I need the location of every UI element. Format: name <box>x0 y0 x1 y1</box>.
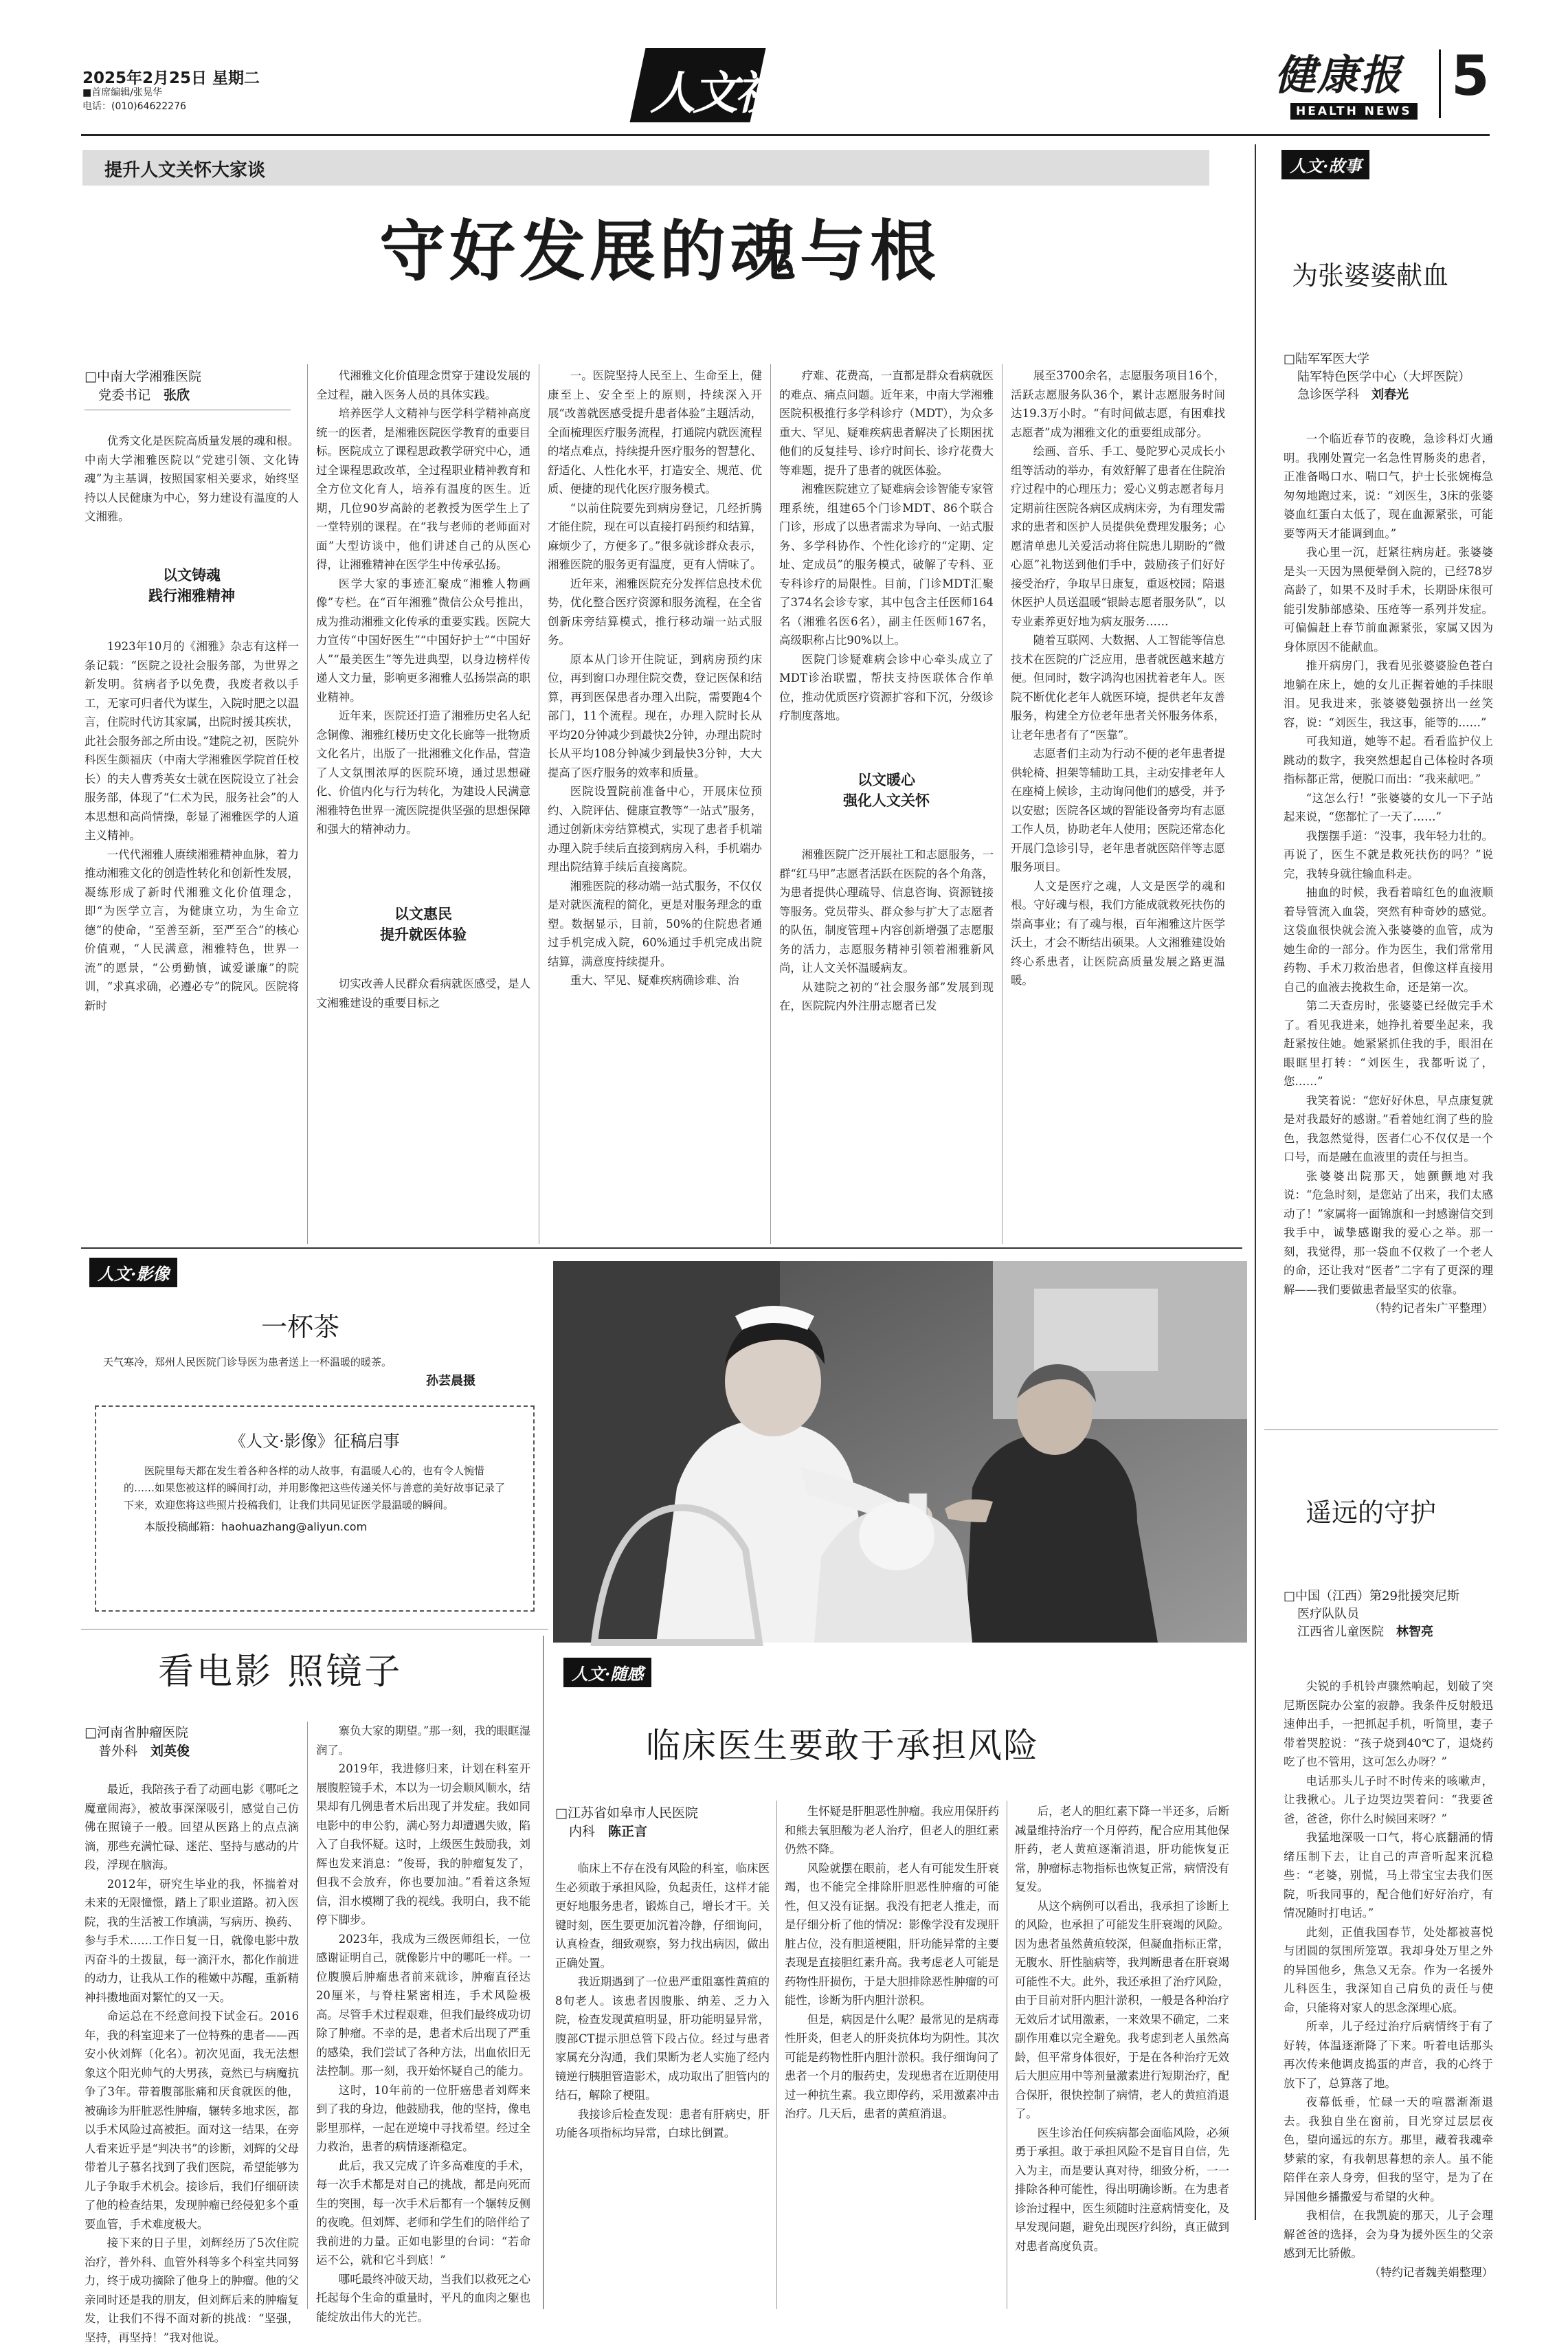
bottom-author-name: 陈正言 <box>608 1824 648 1839</box>
paper-logo-en: HEALTH NEWS <box>1290 103 1418 120</box>
paragraph: 我近期遇到了一位患严重阻塞性黄疸的8旬老人。该患者因腹胀、纳差、乏力入院，检查发现黄疸明显，肝功能明显异常，腹部CT提示胆总管下段占位。经过与患者家属充分沟通，我们果断为老人实施了经内镜逆行胰胆管造影术，成功取出了胆管内的结石，解除了梗阻。 <box>555 1975 770 2102</box>
story-byline <box>1284 351 1503 404</box>
paragraph: 后，老人的胆红素下降一半还多，后断减量维持治疗一个月停药，配合应用其他保肝药，老人黄疸逐渐消退，肝功能恢复正常，肿瘤标志物指标也恢复正常，病情没有复发。 <box>1015 1805 1229 1893</box>
paragraph: 培养医学人文精神与医学科学精神高度统一的医者，是湘雅医院医学教育的重要目标。医院成立了课程思政教学研究中心，通过全课程思政改革，全过程职业精神教育和全方位文化育人，培养有温度的医生。近期，几位90岁高龄的老教授为医学生上了一堂特别的课程。在“我与老师的老师面对面”大型访谈中，他们讲述自己的从医心得，让湘雅精神在医学生中传承弘扬。 <box>316 407 530 571</box>
kicker-bar <box>82 150 1209 186</box>
main-col4b <box>779 845 994 1243</box>
paragraph: 我接诊后检查发现：患者有肝病史，肝功能各项指标均异常，白球比倒置。 <box>555 2107 770 2139</box>
rb-byline <box>1284 1588 1503 1641</box>
page-number: 5 <box>1451 44 1490 108</box>
main-col1b <box>85 637 299 1242</box>
subhead-2: 以文惠民 提升就医体验 <box>380 905 467 943</box>
bottom-author-line: □江苏省如皋市人民医院 <box>555 1805 698 1821</box>
main-author-role: 党委书记 <box>98 388 151 403</box>
main-title: 守好发展的魂与根 <box>379 212 940 290</box>
paragraph: 医院门诊疑难病会诊中心牵头成立了MDT诊治联盟，帮扶支持医联体合作单位，推动优质医疗资源扩容和下沉，分级诊疗制度落地。 <box>779 652 994 722</box>
paragraph: 我摆摆手道：“没事，我年轻力壮的。再说了，医生不就是救死扶伤的吗？”说完，我转身就往输血科走。 <box>1284 829 1493 880</box>
issue-date: 2025年2月25日 星期二 <box>82 69 260 87</box>
movie-author-line: 普外科 <box>98 1744 138 1759</box>
story-tag-label: 人文·故事 <box>1281 150 1369 179</box>
photo-caption: 天气寒冷，郑州人民医院门诊导医为患者送上一杯温暖的暖茶。 <box>103 1356 392 1368</box>
story-author-line: □陆军军医大学 <box>1284 352 1370 366</box>
paragraph: 我猛地深吸一口气，将心底翻涌的情绪压制下去，让自己的声音听起来沉稳些：“老婆，别慌，马上带宝宝去我们医院，听我同事的，配合他们好好治疗，有情况随时打电话。” <box>1284 1831 1493 1920</box>
paragraph: 湘雅医院的移动端一站式服务，不仅仅是对就医流程的简化，更是对服务理念的重塑。数据显示，目前，50%的住院患者通过手机完成入院，60%通过手机完成出院结算，满意度持续提升。 <box>548 879 762 968</box>
rb-author-line: 医疗队队员 <box>1297 1607 1359 1621</box>
bottom-col3 <box>1015 1802 1229 2309</box>
kicker: 提升人文关怀大家谈 <box>104 160 266 181</box>
paragraph: 但是，病因是什么呢？最常见的是病毒性肝炎，但老人的肝炎抗体均为阴性。其次可能是药物性肝内胆汁淤积。我仔细询问了患者一个月的服药史，发现患者在近期使用过一种抗生素。我立即停药，采用激素冲击治疗。几天后，患者的黄疸消退。 <box>785 2012 999 2120</box>
main-col4 <box>779 366 994 751</box>
paragraph: 切实改善人民群众看病就医感受，是人文湘雅建设的重要目标之 <box>316 977 530 1010</box>
paragraph: 1923年10月的《湘雅》杂志有这样一条记载：“医院之设社会服务部，为世界之新发明。贫病者予以免费，我废者救以手工，无家可归者代为谋生，入院时肥之以温言，住院时代访其家属，出院时援其疾状，此社会服务部之所由设。”建院之初，医院外科医生颜福庆（中南大学湘雅医学院首任校长）的夫人曹秀英女士就在医院设立了社会服务部，体现了“仁术为民，服务社会”的人本思想和高尚情操，彰显了湘雅医学的人道主义精神。 <box>85 640 299 842</box>
submission-title: 《人文·影像》征稿启事 <box>229 1432 400 1451</box>
paragraph: 临床上不存在没有风险的科室，临床医生必须敢于承担风险，负起责任，这样才能更好地服务患者，锻炼自己，增长才干。关键时刻，医生要更加沉着冷静，仔细询问，认真检查，细致观察，努力找出病因，做出正确处置。 <box>555 1862 770 1970</box>
main-col1a <box>85 432 299 535</box>
col-divider <box>770 364 771 1244</box>
movie-byline <box>85 1724 304 1761</box>
story-author-name: 刘春光 <box>1371 388 1409 402</box>
paragraph: 所幸，儿子经过治疗后病情终于有了好转，体温逐渐降了下来。听着电话那头再次传来他调皮捣蛋的声音，我的心终于放下了，总算落了地。 <box>1284 2020 1493 2090</box>
paragraph: 接下来的日子里，刘辉经历了5次住院治疗，普外科、血管外科等多个科室共同努力，终于成功摘除了他身上的肿瘤。他的父亲同时还是我的朋友，但刘辉后来的肿瘤复发，让我们不得不面对新的挑战：“坚强，坚持，再坚持！”我对他说。 <box>85 2236 299 2344</box>
paragraph: 风险就摆在眼前，老人有可能发生肝衰竭，也不能完全排除肝胆恶性肿瘤的可能性，但又没有证据。我没有把老人推走，而是仔细分析了他的情况：影像学没有发现肝脏占位，没有胆道梗阻，肝功能异常的主要表现是直接胆红素升高。我考虑老人可能是药物性肝损伤，于是大胆排除恶性肿瘤的可能性，诊断为肝内胆汁淤积。 <box>785 1861 999 2007</box>
paragraph: 2023年，我成为三级医师组长，一位感谢证明自己，就像影片中的哪吒一样。一位腹膜后肿瘤患者前来就诊，肿瘤直径达20厘米，与脊柱紧密相连，手术风险极高。尽管手术过程艰难，但我们最终成功切除了肿瘤。不幸的是，患者术后出现了严重的感染，我们尝试了各种方法，出血依旧无法控制。那一刻，我开始怀疑自己的能力。 <box>316 1932 530 2078</box>
movie-author-line: □河南省肿瘤医院 <box>85 1725 188 1740</box>
photo-tag <box>89 1258 177 1287</box>
paragraph: 原本从门诊开住院证，到病房预约床位，再到窗口办理住院交费，登记医保和结算，再到医保患者办理入出院，需要跑4个部门，11个流程。现在，办理入院时长从平均20分钟减少到最快2分钟，办理出院时长从平均108分钟减少到最快3分钟，大大提高了医疗服务的效率和质量。 <box>548 652 762 779</box>
paragraph: 疗难、花费高，一直都是群众看病就医的难点、痛点问题。近年来，中南大学湘雅医院积极推行多学科诊疗（MDT），为众多重大、罕见、疑难疾病患者解决了长期困扰他们的反复挂号、诊疗时间长、诊疗花费大等难题，提升了患者的就医体验。 <box>779 369 994 477</box>
paragraph: 湘雅医院建立了疑难病会诊智能专家管理系统，组建65个门诊MDT、86个联合门诊，形成了以患者需求为导向、一站式服务、多学科协作、个性化诊疗的“定期、定址、定成员”的服务模式，破解了专科、亚专科诊疗的局限性。目前，门诊MDT汇聚了374名会诊专家，其中包含主任医师164名（湘雅名医6名），副主任医师167名，高级职称占比90%以上。 <box>779 482 994 647</box>
rb-author-line: 江西省儿童医院 <box>1297 1625 1384 1639</box>
paragraph: 此后，我又完成了许多高难度的手术，每一次手术都是对自己的挑战，都是向死而生的突围，每一次手术后都有一个辗转反侧的夜晚。但刘辉、老师和学生们的陪伴给了我前进的力量。正如电影里的台词：“若命运不公，就和它斗到底！” <box>316 2159 530 2267</box>
paragraph: 一个临近春节的夜晚，急诊科灯火通明。我刚处置完一名急性胃肠炎的患者，正准备喝口水、喘口气，护士长张婉梅急匆匆地跑过来，说：“刘医生，3床的张婆婆血红蛋白太低了，现在血源紧张，可能要等两天才能调到血。” <box>1284 432 1493 540</box>
paragraph: 我心里一沉，赶紧往病房赶。张婆婆是头一天因为黑便晕倒入院的，已经78岁高龄了，如果不及时手术，长期卧床很可能引发肺部感染、压疮等一系列并发症。可偏偏赶上春节前血源紧张，家属又因为身体原因不能献血。 <box>1284 546 1493 654</box>
rb-title: 遥远的守护 <box>1306 1498 1437 1528</box>
paragraph: 这时，10年前的一位肝癌患者刘辉来到了我的身边，他鼓励我，他的坚持，像电影里那样，一起在逆境中寻找希望。经过全力救治，患者的病情逐渐稳定。 <box>316 2083 530 2153</box>
story-author-line: 急诊医学科 <box>1297 388 1359 402</box>
paragraph: 夜幕低垂，忙碌一天的喧嚣渐渐退去。我独自坐在窗前，目光穿过层层夜色，望向遥远的东方。那里，藏着我魂牵梦萦的家，有我朝思暮想的亲人。虽不能陪伴在亲人身旁，但我的坚守，是为了在异国他乡播撒爱与希望的火种。 <box>1284 2095 1493 2203</box>
bottom-tag-label: 人文·随感 <box>563 1658 651 1687</box>
submission-email: 本版投稿邮箱：haohuazhang@aliyun.com <box>144 1520 368 1533</box>
bottom-col1 <box>555 1859 770 2309</box>
phone-line: 电话：(010)64622276 <box>82 101 186 112</box>
paragraph: 近年来，湘雅医院充分发挥信息技术优势，优化整合医疗资源和服务流程，在全省创新床旁结算模式，推行移动端一站式服务。 <box>548 577 762 647</box>
paragraph: 我笑着说：“您好好休息，早点康复就是对我最好的感谢。”看着她红润了些的脸色，我忽然觉得，医者仁心不仅仅是一个口号，而是融在血液里的责任与担当。 <box>1284 1093 1493 1164</box>
paragraph: 一代代湘雅人赓续湘雅精神血脉，着力推动湘雅文化的创造性转化和创新性发展，凝练形成了新时代湘雅文化价值理念，即“为医学立言，为健康立功，为生命立德”的使命，“至善至新，至严至合”的核心价值观，“人民满意，湘雅特色，世界一流”的愿景，“公勇勤慎，诚爱谦廉”的院训，“求真求确，必遵必专”的院风。医院将新时 <box>85 847 299 1012</box>
paragraph: 2019年，我进修归来，计划在科室开展腹腔镜手术，本以为一切会顺风顺水，结果却有几例患者术后出现了并发症。我如同电影中的申公豹，满心努力却遭遇失败，陷入了自我怀疑。这时，上级医生鼓励我，刘辉也发来消息：“俊哥，我的肿瘤复发了，但我不会放弃，你也要加油。”看着这条短信，泪水模糊了我的视线。我明白，我不能停下脚步。 <box>316 1762 530 1926</box>
main-col2 <box>316 366 530 906</box>
story-tag <box>1281 150 1369 179</box>
movie-title: 看电影 照镜子 <box>158 1651 403 1693</box>
main-col3 <box>548 366 762 1243</box>
paragraph: 从这个病例可以看出，我承担了诊断上的风险，也承担了可能发生肝衰竭的风险。因为患者虽然黄疸较深，但凝血指标正常，无腹水、肝性脑病等，我判断患者在肝衰竭可能性不大。此外，我还承担了治疗风险，由于目前对肝内胆汁淤积，一般是各种治疗无效后才试用激素，一来效果不确定，二来副作用难以完全避免。我考虑到老人虽然高龄，但平常身体很好，于是在各种治疗无效后大胆应用中等剂量激素进行短期治疗，配合保肝，很快控制了病情，老人的黄疸消退了。 <box>1015 1899 1229 2120</box>
right-column-rule <box>1255 144 1256 2220</box>
paragraph: 重大、罕见、疑难疾病确诊难、治 <box>570 974 739 987</box>
paragraph: 最近，我陪孩子看了动画电影《哪吒之魔童闹海》，被故事深深吸引，感觉自己仿佛在照镜子一般。回望从医路上的点点滴滴，那些充满忙碌、迷茫、坚持与感动的片段，浮现在脑海。 <box>85 1783 299 1871</box>
paragraph: 志愿者们主动为行动不便的老年患者提供轮椅、担架等辅助工具，主动安排老年人在座椅上候诊，主动询问他们的感受，并予以安慰；医院各区域的智能设备旁均有志愿工作人员，协助老年人使用；医院还常态化开展门急诊引导，老年患者就医陪伴等志愿服务项目。 <box>1011 747 1225 874</box>
paragraph: 我相信，在我凯旋的那天，儿子会理解爸爸的选择，会为身为援外医生的父亲感到无比骄傲。 <box>1284 2209 1493 2260</box>
subhead-1: 以文铸魂 践行湘雅精神 <box>148 566 235 604</box>
story-credit: （特约记者朱广平整理） <box>1369 1302 1493 1315</box>
col-divider <box>307 1722 308 2309</box>
paragraph: 2012年，研究生毕业的我，怀揣着对未来的无限憧憬，踏上了职业道路。初入医院，我的生活被工作填满，写病历、换药、参与手术……工作日复一日，就像电影中敖丙奋斗的土拨鼠，每一滴汗水，都化作前进的动力，让我从工作的稚嫩中苏醒，重新精神抖擞地面对繁忙的又一天。 <box>85 1877 299 2004</box>
paragraph: 推开病房门，我看见张婆婆脸色苍白地躺在床上，她的女儿正握着她的手抹眼泪。见我进来，张婆婆勉强挤出一丝笑容，说：“刘医生，我这事，能等的……” <box>1284 659 1493 729</box>
paragraph: 抽血的时候，我看着暗红色的血液顺着导管流入血袋，突然有种奇妙的感觉。这袋血很快就会流入张婆婆的血管，成为她生命的一部分。作为医生，我们常常用药物、手术刀救治患者，但像这样直接用自己的血液去挽救生命，还是第一次。 <box>1284 886 1493 994</box>
paragraph: 张婆婆出院那天，她颤颤地对我说：“危急时刻，是您站了出来，我们太感动了！”家属将一面锦旗和一封感谢信交到我手中，诚挚感谢我的爱心之举。那一刻，我觉得，那一袋血不仅救了一个老人的命，还让我对“医者”二字有了更深的理解——我们要做患者最坚实的依靠。 <box>1284 1169 1493 1296</box>
paragraph: 哪吒最终冲破天劫，当我们以救死之心托起每个生命的重量时，平凡的血肉之躯也能绽放出伟大的光芒。 <box>316 2272 530 2324</box>
bottom-byline <box>555 1804 775 1841</box>
paragraph: 绘画、音乐、手工、曼陀罗心灵成长小组等活动的举办，有效舒解了患者在住院治疗过程中的心理压力；爱心义剪志愿者每月定期前往医院各病区成病床旁，为有理发需求的患者和医护人员提供免费理发服务；心愿清单患儿关爱活动将住院患儿期盼的“微心愿”礼物送到他们手中，鼓励孩子们好好接受治疗，争取早日康复，重返校园；陪退休医护人员送温暖“银龄志愿者服务队”，以专业素养更好地为病友服务…… <box>1011 445 1225 628</box>
paragraph: 第二天查房时，张婆婆已经做完手术了。看见我进来，她挣扎着要坐起来，我赶紧按住她。她紧紧抓住我的手，眼泪在眼眶里打转：“刘医生，我都听说了，您……” <box>1284 999 1493 1088</box>
paragraph: 随着互联网、大数据、人工智能等信息技术在医院的广泛应用，患者就医越来越方便。但同时，数字鸿沟也困扰着老年人。医院不断优化老年人就医环境，提供老年友善服务，构建全方位老年患者关怀服务体系，让老年患者有了“医靠”。 <box>1011 634 1225 742</box>
col-divider <box>1002 364 1003 1244</box>
paragraph: 医生诊治任何疾病都会面临风险，必须勇于承担。敢于承担风险不是盲目自信，先入为主，而是要认真对待，细致分析，一一排除各种可能性，得出明确诊断。在为患者诊治过程中，医生须随时注意病情变化，及早发现问题，避免出现医疗纠纷，真正做到对患者高度负责。 <box>1015 2126 1229 2253</box>
paragraph: 医学大家的事迹汇聚成“湘雅人物画像”专栏。在“百年湘雅”微信公众号推出，成为推动湘雅文化传承的重要实践。医院大力宣传“中国好医生”“中国好护士”“中国好人”“最美医生”等先进典型，以身边榜样传递人文力量，影响更多湘雅人弘扬崇高的职业精神。 <box>316 577 530 704</box>
photo-title: 一杯茶 <box>261 1312 340 1342</box>
rb-credit: （特约记者魏美娟整理） <box>1369 2265 1493 2279</box>
bottom-tag <box>563 1658 651 1687</box>
main-col5 <box>1011 366 1225 1243</box>
section-title: 人文视线 <box>650 66 820 120</box>
photo-nurse-tea <box>553 1261 1247 1643</box>
story-title: 为张婆婆献血 <box>1292 260 1449 291</box>
paragraph: “这怎么行！”张婆婆的女儿一下子站起来说，“您都忙了一天了……” <box>1284 791 1493 823</box>
movie-col1 <box>85 1780 299 2344</box>
rb-author-line: □中国（江西）第29批援突尼斯 <box>1284 1589 1459 1603</box>
paragraph: 尖锐的手机铃声骤然响起，划破了突尼斯医院办公室的寂静。我条件反射般迅速伸出手，一把抓起手机，听筒里，妻子带着哭腔说：“孩子烧到40℃了，退烧药吃了也不管用，这可怎么办呀？” <box>1284 1680 1493 1768</box>
header-rule <box>81 134 1490 136</box>
story-author-line: 陆军特色医学中心（大坪医院） <box>1297 370 1470 384</box>
paragraph: 湘雅医院广泛开展社工和志愿服务，一群“红马甲”志愿者活跃在医院的各个角落，为患者提供心理疏导、信息咨询、资源链接等服务。党员带头、群众参与扩大了志愿者的队伍，制度管理+内容创新增强了志愿服务的活力，志愿服务精神引领着湘雅新风尚，让人文关怀温暖病友。 <box>779 848 994 975</box>
paragraph: 电话那头儿子时不时传来的咳嗽声，让我揪心。儿子边哭边哭着问：“我要爸爸，爸爸，你什么时候回来呀？” <box>1284 1774 1493 1825</box>
bottom-title: 临床医生要敢于承担风险 <box>646 1726 1039 1766</box>
col-divider <box>307 364 308 1244</box>
section-banner <box>631 43 940 129</box>
paragraph: 优秀文化是医院高质量发展的魂和根。中南大学湘雅医院以“党建引领、文化铸魂”为主基调，按照国家相关要求，始终坚持以人民健康为中心，努力建设有温度的人文湘雅。 <box>85 434 299 523</box>
paragraph: 生怀疑是肝胆恶性肿瘤。我应用保肝药和熊去氧胆酸为老人治疗，但老人的胆红素仍然不降。 <box>785 1805 999 1856</box>
movie-col2 <box>316 1722 530 2324</box>
main-byline <box>85 368 291 405</box>
subhead-3: 以文暖心 强化人文关怀 <box>843 771 930 809</box>
section-rule <box>81 1247 1242 1249</box>
rb-author-name: 林智亮 <box>1396 1625 1433 1639</box>
paragraph: 人文是医疗之魂，人文是医学的魂和根。守好魂与根，我们方能成就救死扶伤的崇高事业；有了魂与根，百年湘雅这片医学沃土，才会不断结出硕果。人文湘雅建设始终心系患者，让医院高质量发展之路更温暖。 <box>1011 879 1225 987</box>
paragraph: 可我知道，她等不起。看看监护仪上跳动的数字，我突然想起自己体检时各项指标都正常，便脱口而出：“我来献吧。” <box>1284 735 1493 786</box>
paragraph: 代湘雅文化价值理念贯穿于建设发展的全过程，融入医务人员的具体实践。 <box>316 369 530 401</box>
movie-author-name: 刘英俊 <box>150 1744 190 1759</box>
editor-line: ■首席编辑/张晃华 <box>82 87 162 98</box>
photo-tag-label: 人文·影像 <box>89 1258 177 1287</box>
submission-text: 医院里每天都在发生着各种各样的动人故事，有温暖人心的，也有令人惋惜的……如果您被这样的瞬间打动，并用影像把这些传递关怀与善意的美好故事记录了下来，欢迎您将这些照片投稿我们，让我们共同见证医学最温暖的瞬间。 <box>124 1465 506 1511</box>
section-divider <box>543 1636 544 2309</box>
header-divider <box>1439 49 1441 118</box>
paper-logo: 健康报 <box>1275 52 1402 100</box>
photographer: 孙芸晨摄 <box>426 1374 475 1388</box>
paragraph: 命运总在不经意间投下试金石。2016年，我的科室迎来了一位特殊的患者——西安小伙刘辉（化名）。初次见面，我无法想象这个阳光帅气的大男孩，竟然已与病魔抗争了3年。带着腹部胀痛和厌食就医的他，被确诊为肝脏恶性肿瘤，辗转多地求医，都以手术风险过高被拒。面对这一结果，在旁人看来近乎是“判决书”的诊断，刘辉的父母带着儿子慕名找到了我们医院，希望能够为儿子争取手术机会。接诊后，我们仔细研读了他的检查结果，发现肿瘤已经侵犯多个重要血管，手术难度极大。 <box>85 2010 299 2231</box>
paragraph: 医院设置院前准备中心，开展床位预约、入院评估、健康宣教等“一站式”服务，通过创新床旁结算模式，实现了患者手机端办理入院手续后直接到病房入科，手机端办理出院结算手续后直接离院。 <box>548 785 762 874</box>
rb-body <box>1284 1677 1493 2309</box>
paragraph: 一。医院坚持人民至上、生命至上，健康至上、安全至上的原则，持续深入开展“改善就医感受提升患者体验”主题活动，全面梳理医疗服务流程，打通院内就医流程的堵点难点，持续提升医疗服务的智慧化、舒适化、人性化水平，打造安全、规范、优质、便捷的现代化医疗服务模式。 <box>548 369 762 496</box>
main-col2b <box>316 975 530 1243</box>
paragraph: 从建院之初的“社会服务部”发展到现在，医院院内外注册志愿者已发 <box>779 980 994 1012</box>
paragraph: 近年来，医院还打造了湘雅历史名人纪念铜像、湘雅红楼历史文化长廊等一批物质文化名片，出版了一批湘雅文化作品，营造了人文氛围浓厚的医院环境，通过思想碰化、价值内化与行为转化，为建设人民满意湘雅特色世界一流医院提供坚强的思想保障和强大的精神动力。 <box>316 709 530 836</box>
paragraph: “以前住院要先到病房登记，几经折腾才能住院，现在可以直接打码预约和结算，麻烦少了，方便多了。”很多就诊群众表示，湘雅医院的服务更有温度，更有人情味了。 <box>548 501 762 571</box>
bottom-col2 <box>785 1802 999 2309</box>
col-divider <box>776 1801 777 2309</box>
bottom-author-line: 内科 <box>569 1824 596 1839</box>
main-author-name: 张欣 <box>164 388 190 403</box>
paragraph: 寨负大家的期望。”那一刻，我的眼眶湿润了。 <box>316 1724 530 1757</box>
submission-box <box>95 1405 535 1612</box>
paragraph: 展至3700余名，志愿服务项目16个，活跃志愿服务队36个，累计志愿服务时间达19.3万小时。“有时间做志愿，有困难找志愿者”成为湘雅文化的重要组成部分。 <box>1011 369 1225 439</box>
photo-illustration <box>553 1261 1247 1643</box>
paragraph: 此刻，正值我国春节，处处都被喜悦与团圆的氛围所笼罩。我却身处万里之外的异国他乡，焦急又无奈。作为一名援外儿科医生，我深知自己肩负的责任与使命，只能将对家人的思念深埋心底。 <box>1284 1925 1493 2014</box>
main-author-org: □中南大学湘雅医院 <box>85 369 201 384</box>
